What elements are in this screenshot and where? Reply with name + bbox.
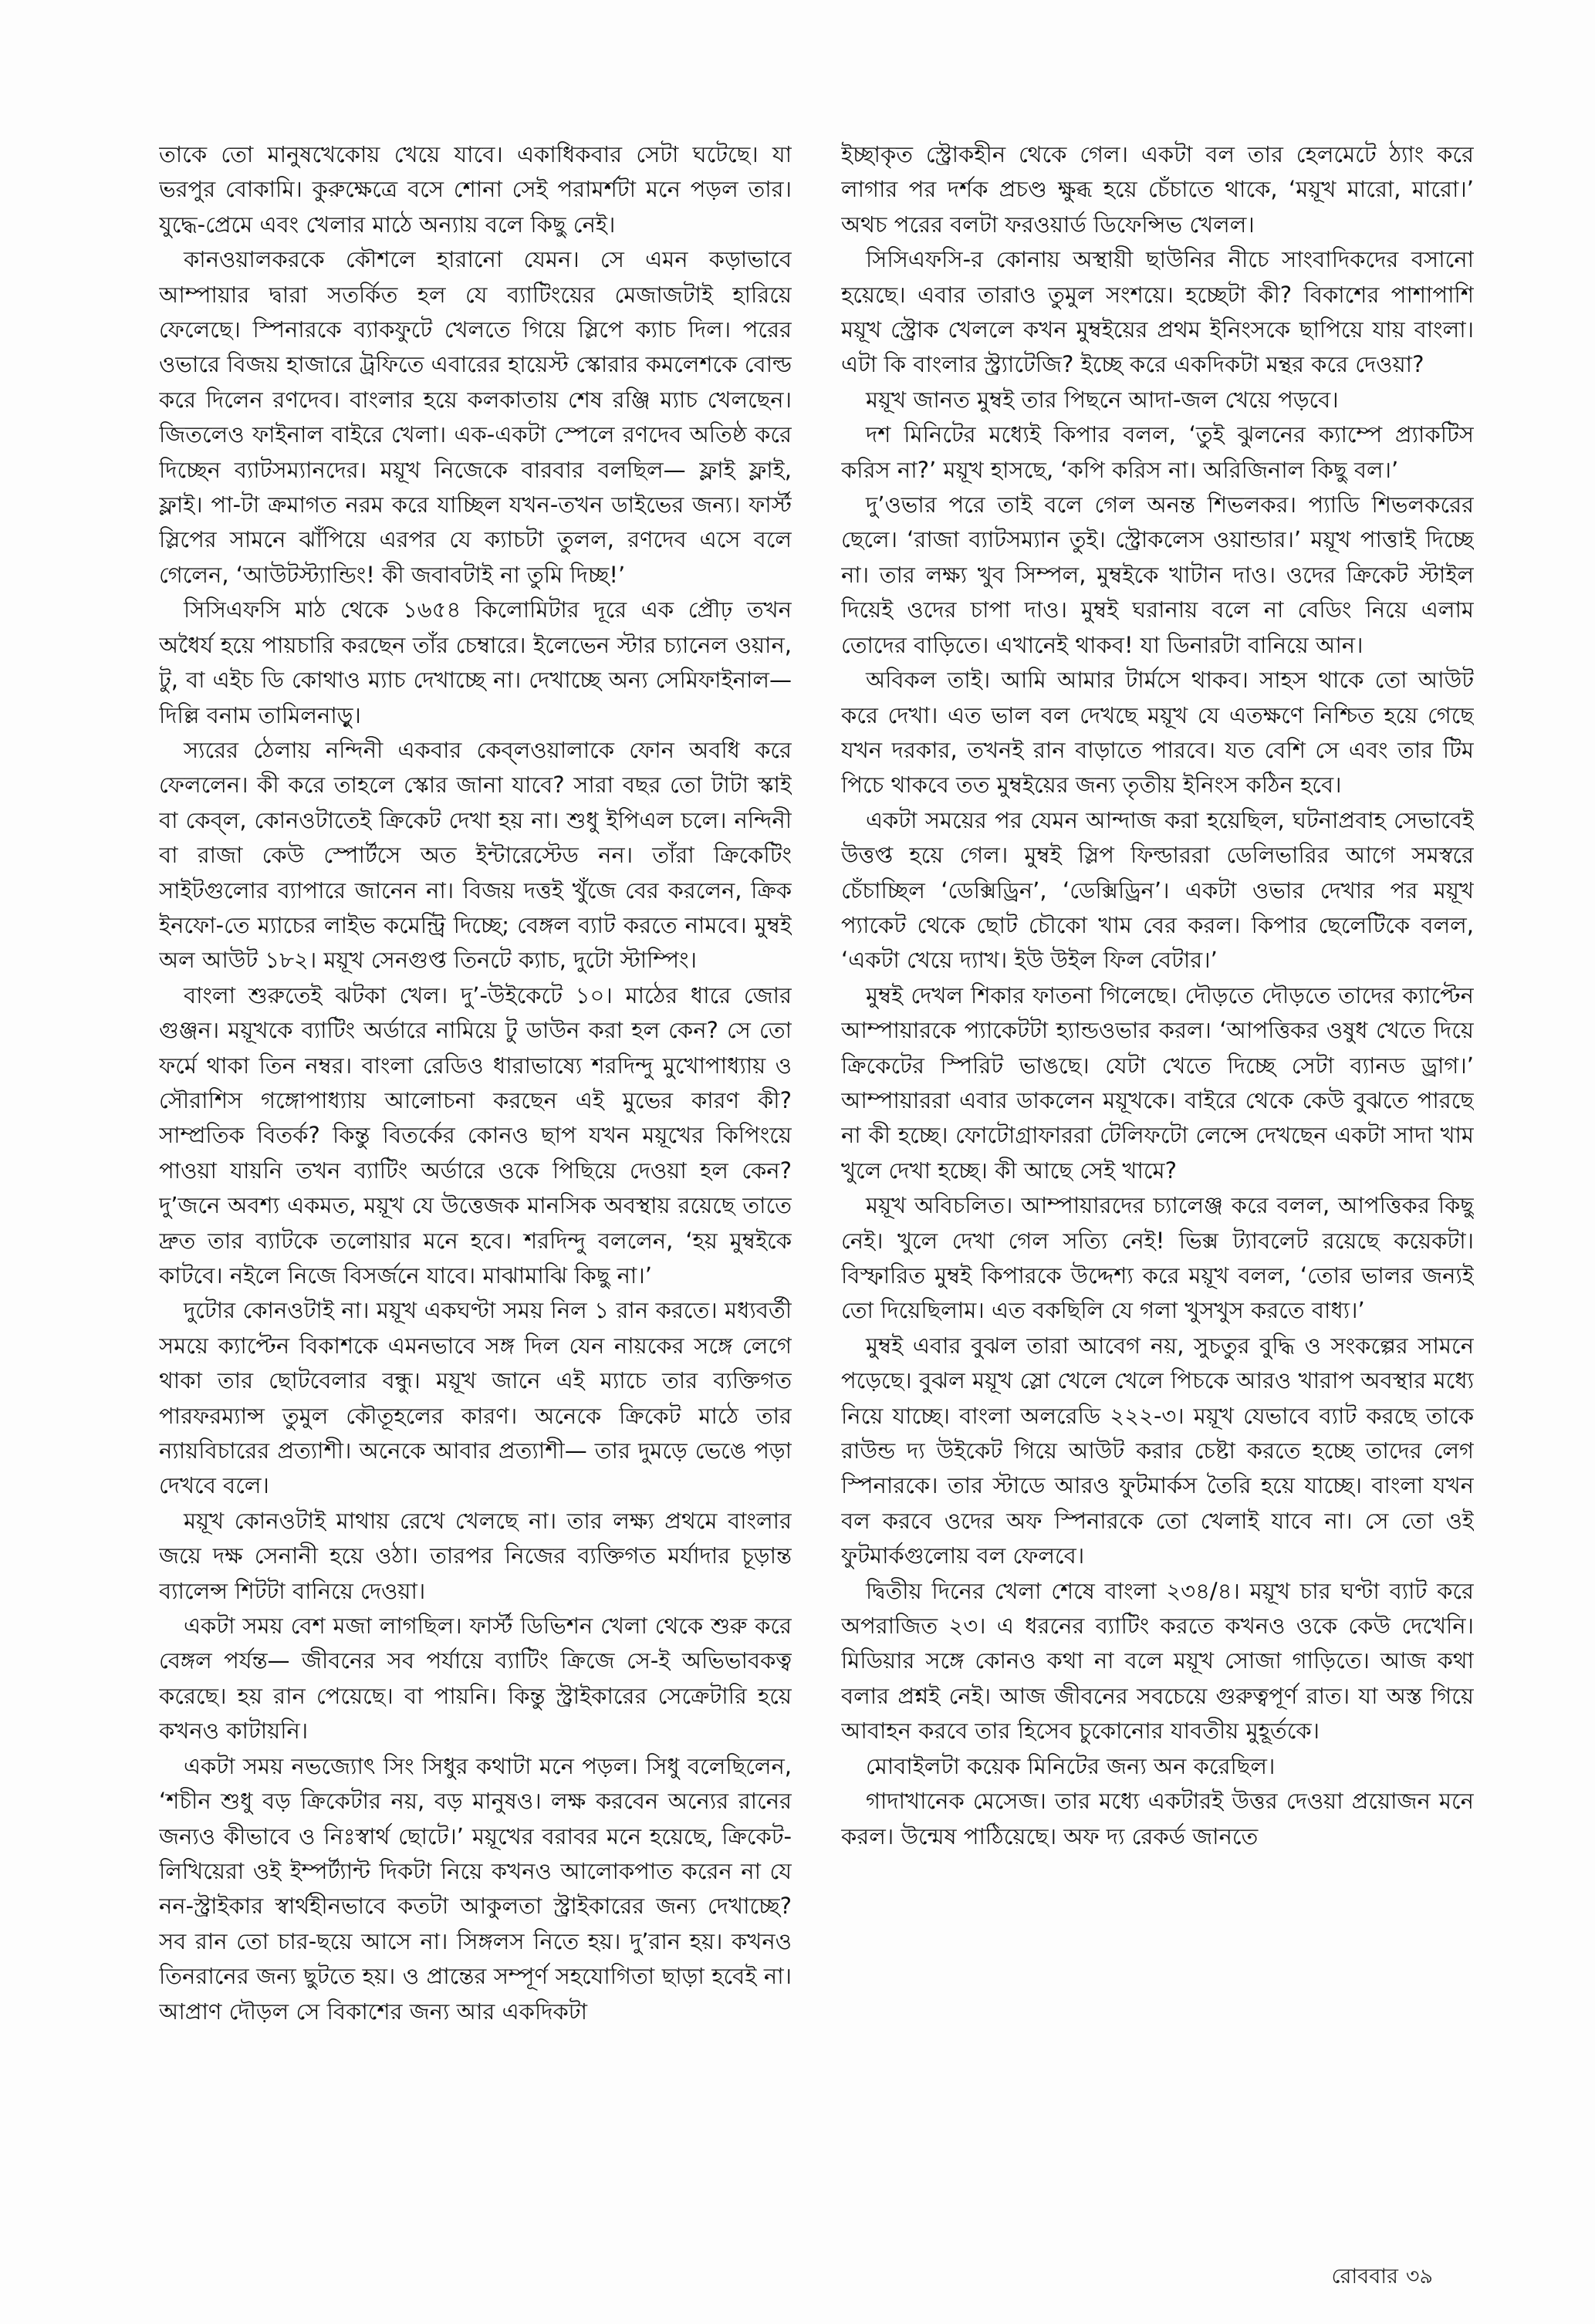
paragraph: কানওয়ালকরকে কৌশলে হারানো যেমন। সে এমন কড়াভাবে আম্পায়ার দ্বারা সতর্কিত হল যে ব্যাটিংয়ের মেজাজটাই হারিয়ে ফেলেছে। স্পিনারকে ব্যাকফুটে খেলতে গিয়ে স্লিপে ক্যাচ দিল। পরের ওভারে বিজয় হাজারে ট্রফিতে এবারের হায়েস্ট স্কোরার কমলেশকে বোল্ড করে দিলেন রণদেব। বাংলার হয়ে কলকাতায় শেষ রঞ্জি ম্যাচ খেলছেন। জিতলেও ফাইনাল বাইরে খেলা। এক-একটা স্পেলে রণদেব অতিষ্ঠ করে দিচ্ছেন ব্যাটসম্যানদের। ময়ূখ নিজেকে বারবার বলছিল— ফ্লাই ফ্লাই, ফ্লাই। পা-টা ক্রমাগত নরম করে যাচ্ছিল যখন-তখন ডাইভের জন্য। ফার্স্ট স্লিপের সামনে ঝাঁপিয়ে এরপর যে ক্যাচটা তুলল, রণদেব এসে বলে গেলেন, ‘আউটস্ট্যান্ডিং! কী জবাবটাই না তুমি দিচ্ছ!’: [159, 246, 792, 588]
paragraph: দু’ওভার পরে তাই বলে গেল অনন্ত শিভলকর। প্যাডি শিভলকরের ছেলে। ‘রাজা ব্যাটসম্যান তুই। স্ট্রোকলেস ওয়ান্ডার।’ ময়ূখ পাত্তাই দিচ্ছে না। তার লক্ষ্য খুব সিম্পল, মুম্বইকে খাটান দাও। ওদের ক্রিকেট স্টাইল দিয়েই ওদের চাপা দাও। মুম্বই ঘরানায় বলে না বেডিং নিয়ে এলাম তোদের বাড়িতে। এখানেই থাকব! যা ডিনারটা বানিয়ে আন।: [841, 491, 1474, 658]
magazine-name: রোববার: [1331, 2265, 1398, 2289]
paragraph: দ্বিতীয় দিনের খেলা শেষে বাংলা ২৩৪/৪। ময়ূখ চার ঘণ্টা ব্যাট করে অপরাজিত ২৩। এ ধরনের ব্যাটিং করতে কখনও ওকে কেউ দেখেনি। মিডিয়ার সঙ্গে কোনও কথা না বলে ময়ূখ সোজা গাড়িতে। আজ কথা বলার প্রশ্নই নেই। আজ জীবনের সবচেয়ে গুরুত্বপূর্ণ রাত। যা অস্ত গিয়ে আবাহন করবে তার হিসেব চুকোনোর যাবতীয় মুহূর্তকে।: [841, 1577, 1474, 1745]
paragraph: মুম্বই এবার বুঝল তারা আবেগ নয়, সুচতুর বুদ্ধি ও সংকল্পের সামনে পড়েছে। বুঝল ময়ূখ স্লো খেলে খেলে পিচকে আরও খারাপ অবস্থার মধ্যে নিয়ে যাচ্ছে। বাংলা অলরেডি ২২২-৩। ময়ূখ যেভাবে ব্যাট করছে তাকে রাউন্ড দ্য উইকেট গিয়ে আউট করার চেষ্টা করতে হচ্ছে তাদের লেগ স্পিনারকে। তার স্টাডে আরও ফুটমার্কস তৈরি হয়ে যাচ্ছে। বাংলা যখন বল করবে ওদের অফ স্পিনারকে তো খেলাই যাবে না। সে তো ওই ফুটমার্কগুলোয় বল ফেলবে।: [841, 1332, 1474, 1569]
paragraph: তাকে তো মানুষখেকোয় খেয়ে যাবে। একাধিকবার সেটা ঘটেছে। যা ভরপুর বোকামি। কুরুক্ষেত্রে বসে শোনা সেই পরামর্শটা মনে পড়ল তার। যুদ্ধে-প্রেমে এবং খেলার মাঠে অন্যায় বলে কিছু নেই।: [159, 141, 792, 238]
paragraph: গাদাখানেক মেসেজ। তার মধ্যে একটারই উত্তর দেওয়া প্রয়োজন মনে করল। উন্মেষ পাঠিয়েছে। অফ দ্য রেকর্ড জানতে: [841, 1788, 1474, 1849]
left-column: [159, 137, 792, 2213]
paragraph: একটা সময়ের পর যেমন আন্দাজ করা হয়েছিল, ঘটনাপ্রবাহ সেভাবেই উত্তপ্ত হয়ে গেল। মুম্বই স্লিপ ফিল্ডাররা ডেলিভারির আগে সমস্বরে চেঁচাচ্ছিল ‘ডেক্সিড্রিন’, ‘ডেক্সিড্রিন’। একটা ওভার দেখার পর ময়ূখ প্যাকেট থেকে ছোট চৌকো খাম বের করল। কিপার ছেলেটিকে বলল, ‘একটা খেয়ে দ্যাখ। ইউ উইল ফিল বেটার।’: [841, 806, 1474, 974]
paragraph: সিসিএফসি মাঠ থেকে ১৬৫৪ কিলোমিটার দূরে এক প্রৌঢ় তখন অধৈর্য হয়ে পায়চারি করছেন তাঁর চেম্বারে। ইলেভেন স্টার চ্যানেল ওয়ান, টু, বা এইচ ডি কোথাও ম্যাচ দেখাচ্ছে না। দেখাচ্ছে অন্য সেমিফাইনাল— দিল্লি বনাম তামিলনাড়ু।: [159, 596, 792, 728]
paragraph: মুম্বই দেখল শিকার ফাতনা গিলেছে। দৌড়তে দৌড়তে তাদের ক্যাপ্টেন আম্পায়ারকে প্যাকেটটা হ্যান্ডওভার করল। ‘আপত্তিকর ওষুধ খেতে দিয়ে ক্রিকেটের স্পিরিট ভাঙছে। যেটা খেতে দিচ্ছে সেটা ব্যানড ড্রাগ।’ আম্পায়াররা এবার ডাকলেন ময়ূখকে। বাইরে থেকে কেউ বুঝতে পারছে না কী হচ্ছে। ফোটোগ্রাফাররা টেলিফটো লেন্সে দেখছেন একটা সাদা খাম খুলে দেখা হচ্ছে। কী আছে সেই খামে?: [841, 981, 1474, 1184]
paragraph: একটা সময় বেশ মজা লাগছিল। ফার্স্ট ডিভিশন খেলা থেকে শুরু করে বেঙ্গল পর্যন্ত— জীবনের সব পর্যায়ে ব্যাটিং ক্রিজে সে-ই অভিভাবকত্ব করেছে। হয় রান পেয়েছে। বা পায়নি। কিন্তু স্ট্রাইকারের সেক্রেটারি হয়ে কখনও কাটায়নি।: [159, 1613, 792, 1745]
paragraph: একটা সময় নভজ্যোৎ সিং সিধুর কথাটা মনে পড়ল। সিধু বলেছিলেন, ‘শচীন শুধু বড় ক্রিকেটার নয়, বড় মানুষও। লক্ষ করবেন অন্যের রানের জন্যও কীভাবে ও নিঃস্বার্থ ছোটে।’ ময়ূখের বরাবর মনে হয়েছে, ক্রিকেট-লিখিয়েরা ওই ইম্পর্ট্যান্ট দিকটা নিয়ে কখনও আলোকপাত করেন না যে নন-স্ট্রাইকার স্বার্থহীনভাবে কতটা আকুলতা স্ট্রাইকারের জন্য দেখাচ্ছে? সব রান তো চার-ছয়ে আসে না। সিঙ্গলস নিতে হয়। দু’রান হয়। কখনও তিনরানের জন্য ছুটতে হয়। ও প্রান্তের সম্পূর্ণ সহযোগিতা ছাড়া হবেই না। আপ্রাণ দৌড়ল সে বিকাশের জন্য আর একদিকটা: [159, 1752, 792, 2025]
paragraph: সিসিএফসি-র কোনায় অস্থায়ী ছাউনির নীচে সাংবাদিকদের বসানো হয়েছে। এবার তারাও তুমুল সংশয়ে। হচ্ছেটা কী? বিকাশের পাশাপাশি ময়ূখ স্ট্রোক খেললে কখন মুম্বইয়ের প্রথম ইনিংসকে ছাপিয়ে যায় বাংলা। এটা কি বাংলার স্ট্র্যাটেজি? ইচ্ছে করে একদিকটা মন্থর করে দেওয়া?: [841, 246, 1474, 378]
paragraph: ময়ূখ জানত মুম্বই তার পিছনে আদা-জল খেয়ে পড়বে।: [866, 386, 1339, 413]
page-footer: [1324, 2261, 1433, 2295]
paragraph: স্যরের ঠেলায় নন্দিনী একবার কেব্‌লওয়ালাকে ফোন অবধি করে ফেললেন। কী করে তাহলে স্কোর জানা যাবে? সারা বছর তো টাটা স্কাই বা কেব্‌ল, কোনওটাতেই ক্রিকেট দেখা হয় না। শুধু ইপিএল চলে। নন্দিনী বা রাজা কেউ স্পোর্টসে অত ইন্টারেস্টেড নন। তাঁরা ক্রিকেটিং সাইটগুলোর ব্যাপারে জানেন না। বিজয় দত্তই খুঁজে বের করলেন, ক্রিক ইনফো-তে ম্যাচের লাইভ কমেন্ট্রি দিচ্ছে; বেঙ্গল ব্যাট করতে নামবে। মুম্বই অল আউট ১৮২। ময়ূখ সেনগুপ্ত তিনটে ক্যাচ, দুটো স্টাম্পিং।: [159, 736, 792, 974]
paragraph: ময়ূখ কোনওটাই মাথায় রেখে খেলছে না। তার লক্ষ্য প্রথমে বাংলার জয়ে দক্ষ সেনানী হয়ে ওঠা। তারপর নিজের ব্যক্তিগত মর্যাদার চূড়ান্ত ব্যালেন্স শিটটা বানিয়ে দেওয়া।: [159, 1507, 792, 1604]
paragraph: মোবাইলটা কয়েক মিনিটের জন্য অন করেছিল।: [866, 1752, 1276, 1779]
paragraph: দশ মিনিটের মধ্যেই কিপার বলল, ‘তুই ঝুলনের ক্যাম্পে প্র্যাকটিস করিস না?’ ময়ূখ হাসছে, ‘কপি করিস না। অরিজিনাল কিছু বল।’: [841, 421, 1474, 483]
page-number: ৩৯: [1405, 2265, 1433, 2289]
right-column: [841, 137, 1474, 2213]
paragraph: বাংলা শুরুতেই ঝটকা খেল। দু’-উইকেটে ১০। মাঠের ধারে জোর গুঞ্জন। ময়ূখকে ব্যাটিং অর্ডারে নামিয়ে টু ডাউন করা হল কেন? সে তো ফর্মে থাকা তিন নম্বর। বাংলা রেডিও ধারাভাষ্যে শরদিন্দু মুখোপাধ্যায় ও সৌরাশিস গঙ্গোপাধ্যায় আলোচনা করছেন এই মুভের কারণ কী? সাম্প্রতিক বিতর্ক? কিন্তু বিতর্কের কোনও ছাপ যখন ময়ূখের কিপিংয়ে পাওয়া যায়নি তখন ব্যাটিং অর্ডারে ওকে পিছিয়ে দেওয়া হল কেন? দু’জনে অবশ্য একমত, ময়ূখ যে উত্তেজক মানসিক অবস্থায় রয়েছে তাতে দ্রুত তার ব্যাটকে তলোয়ার মনে হবে। শরদিন্দু বললেন, ‘হয় মুম্বইকে কাটবে। নইলে নিজে বিসর্জনে যাবে। মাঝামাঝি কিছু না।’: [159, 981, 792, 1289]
paragraph: ইচ্ছাকৃত স্ট্রোকহীন থেকে গেল। একটা বল তার হেলমেটে ঠ্যাং করে লাগার পর দর্শক প্রচণ্ড ক্ষুব্ধ হয়ে চেঁচাতে থাকে, ‘ময়ূখ মারো, মারো।’ অথচ পরের বলটা ফরওয়ার্ড ডিফেন্সিভ খেলল।: [841, 141, 1474, 238]
paragraph: ময়ূখ অবিচলিত। আম্পায়ারদের চ্যালেঞ্জ করে বলল, আপত্তিকর কিছু নেই। খুলে দেখা গেল সত্যি নেই! ভিক্স ট্যাবলেট রয়েছে কয়েকটা। বিস্ফারিত মুম্বই কিপারকে উদ্দেশ্য করে ময়ূখ বলল, ‘তোর ভালর জন্যই তো দিয়েছিলাম। এত বকছিলি যে গলা খুসখুস করতে বাধ্য।’: [841, 1192, 1474, 1324]
paragraph: অবিকল তাই। আমি আমার টার্মসে থাকব। সাহস থাকে তো আউট করে দেখা। এত ভাল বল দেখছে ময়ূখ যে এতক্ষণে নিশ্চিত হয়ে গেছে যখন দরকার, তখনই রান বাড়াতে পারবে। যত বেশি সে এবং তার টিম পিচে থাকবে তত মুম্বইয়ের জন্য তৃতীয় ইনিংস কঠিন হবে।: [841, 667, 1474, 799]
paragraph: দুটোর কোনওটাই না। ময়ূখ একঘণ্টা সময় নিল ১ রান করতে। মধ্যবর্তী সময়ে ক্যাপ্টেন বিকাশকে এমনভাবে সঙ্গ দিল যেন নায়কের সঙ্গে লেগে থাকা তার ছোটবেলার বন্ধু। ময়ূখ জানে এই ম্যাচে তার ব্যক্তিগত পারফরম্যান্স তুমুল কৌতূহলের কারণ। অনেকে ক্রিকেট মাঠে তার ন্যায়বিচারের প্রত্যাশী। অনেকে আবার প্রত্যাশী— তার দুমড়ে ভেঙে পড়া দেখবে বলে।: [159, 1297, 792, 1499]
